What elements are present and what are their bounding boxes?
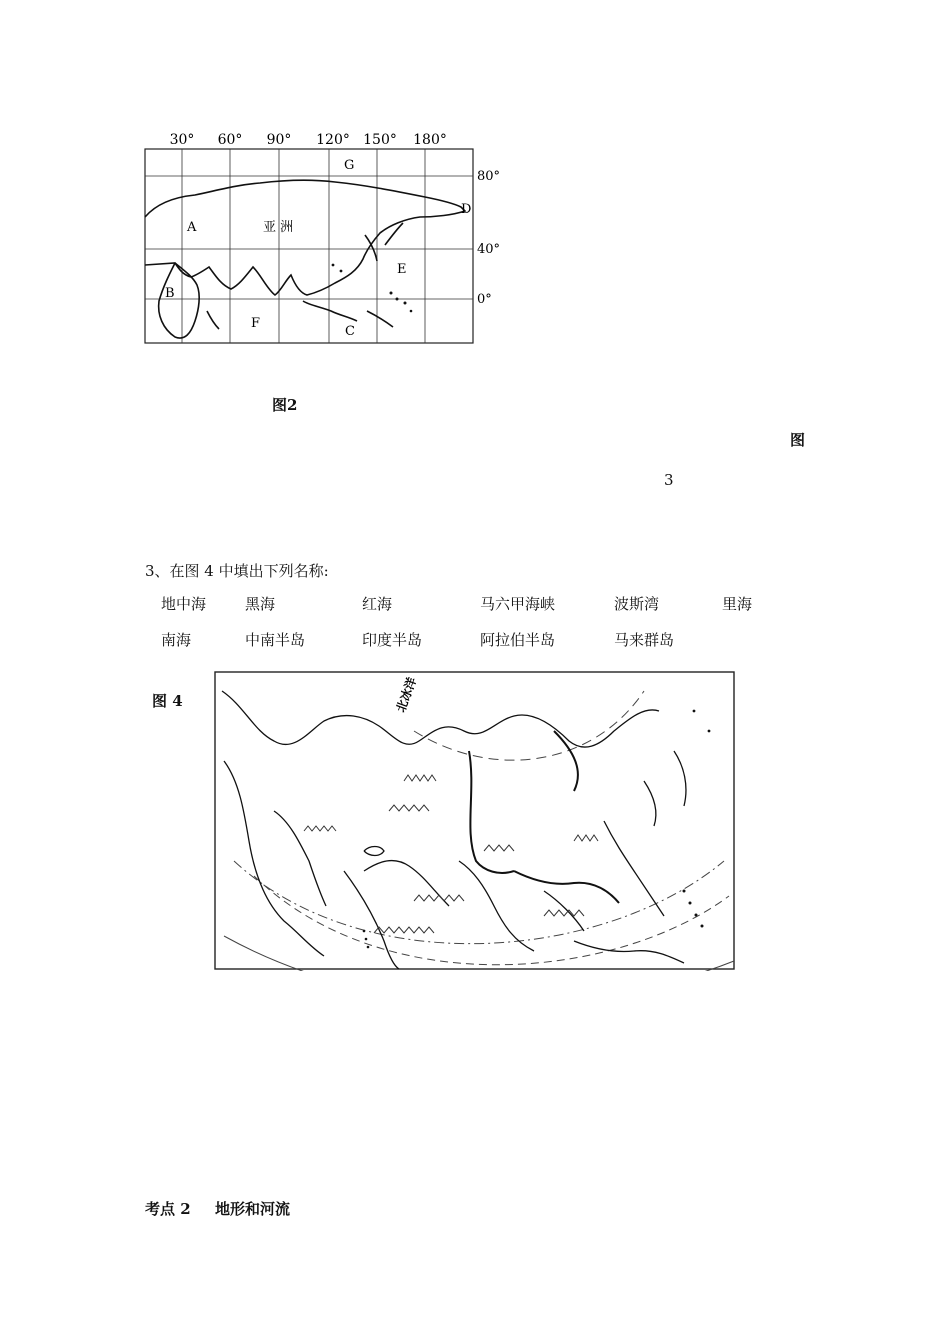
longitude-label: 90° <box>266 132 292 148</box>
longitude-label: 120° <box>316 132 350 148</box>
place-name: 波斯湾 <box>614 595 660 613</box>
map-letter-g: G <box>344 158 355 173</box>
map-letter-b: B <box>165 286 175 301</box>
figure4-caption: 图 4 <box>152 692 183 710</box>
map-letter-f: F <box>251 316 261 331</box>
place-name: 地中海 <box>161 595 207 613</box>
map-letter-e: E <box>397 262 407 277</box>
place-name: 中南半岛 <box>245 631 306 649</box>
place-name: 马六甲海峡 <box>480 595 556 613</box>
map-letter-c: C <box>345 324 355 339</box>
place-name: 南海 <box>161 631 192 649</box>
figure3-caption-char: 图 <box>790 431 806 449</box>
question3-prompt: 3、在图 4 中填出下列名称: <box>145 562 329 580</box>
continent-label: 亚 洲 <box>263 220 294 235</box>
longitude-label: 180° <box>413 132 447 148</box>
section-title: 地形和河流 <box>215 1200 291 1218</box>
map-letter-d: D <box>461 202 472 217</box>
place-name: 黑海 <box>245 595 276 613</box>
place-name: 红海 <box>362 595 393 613</box>
arctic-ocean-label: 北冰洋 <box>393 675 420 715</box>
latitude-label: 80° <box>477 169 501 184</box>
place-name: 马来群岛 <box>614 631 675 649</box>
place-name: 印度半岛 <box>362 631 423 649</box>
place-name: 里海 <box>722 595 753 613</box>
figure2-caption: 图2 <box>272 396 298 414</box>
figure3-caption-number: 3 <box>664 471 674 489</box>
figure2-map <box>135 125 515 355</box>
latitude-label: 0° <box>477 292 492 307</box>
longitude-label: 60° <box>217 132 243 148</box>
section-label: 考点 2 <box>145 1200 191 1218</box>
longitude-label: 150° <box>363 132 397 148</box>
figure4-map <box>214 671 736 971</box>
place-name: 阿拉伯半岛 <box>480 631 556 649</box>
map-letter-a: A <box>187 220 197 235</box>
longitude-label: 30° <box>169 132 195 148</box>
latitude-label: 40° <box>477 242 501 257</box>
